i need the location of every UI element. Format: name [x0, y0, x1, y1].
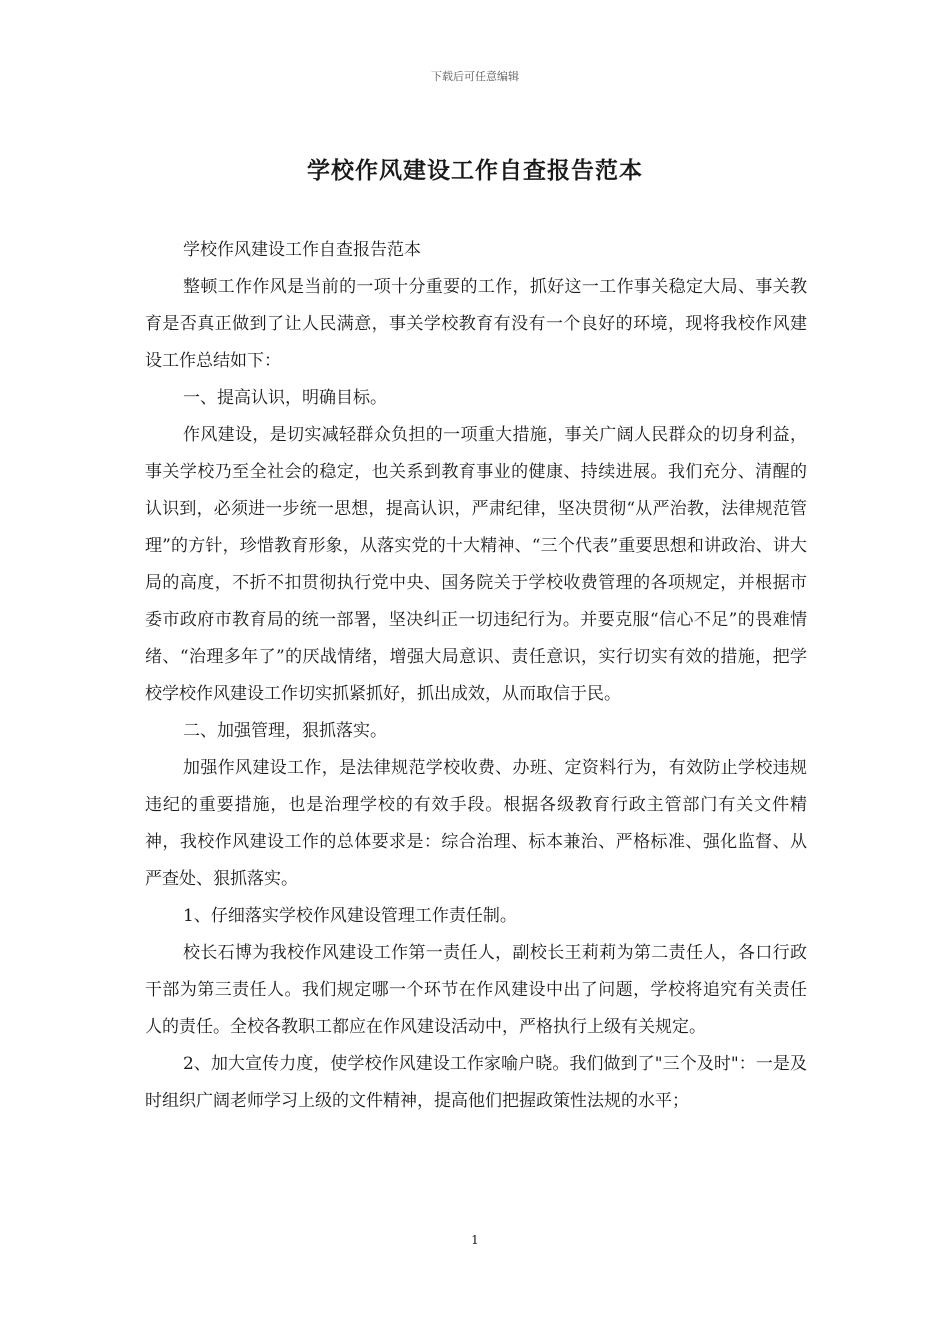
body-paragraph: 2、加大宣传力度，使学校作风建设工作家喻户晓。我们做到了"三个及时"：一是及时组织广阔老师学习上级的文件精神，提高他们把握政策性法规的水平；: [145, 1054, 807, 1111]
body-paragraph: 作风建设，是切实减轻群众负担的一项重大措施，事关广阔人民群众的切身利益，事关学校乃至全社会的稳定，也关系到教育事业的健康、持续进展。我们充分、清醒的认识到，必须进一步统一思想，提高认识，严肃纪律，坚决贯彻“从严治教，法律规范管理”的方针，珍惜教育形象，从落实党的十大精神、“三个代表”重要思想和讲政治、讲大局的高度，不折不扣贯彻执行党中央、国务院关于学校收费管理的各项规定，并根据市委市政府市教育局的统一部署，坚决纠正一切违纪行为。并要克服“信心不足”的畏难情绪、“治理多年了”的厌战情绪，增强大局意识、责任意识，实行切实有效的措施，把学校学校作风建设工作切实抓紧抓好，抓出成效，从而取信于民。: [145, 425, 807, 704]
body-paragraph: 学校作风建设工作自查报告范本: [183, 240, 421, 260]
page-number: 1: [471, 1233, 479, 1247]
document-body: [145, 232, 807, 1120]
section-heading: 二、加强管理，狠抓落实。: [183, 721, 387, 741]
section-heading: 一、提高认识，明确目标。: [183, 388, 387, 408]
header-note: 下载后可任意编辑: [431, 70, 519, 83]
subsection-heading: 1、仔细落实学校作风建设管理工作责任制。: [183, 906, 517, 926]
body-paragraph: 加强作风建设工作，是法律规范学校收费、办班、定资料行为，有效防止学校违规违纪的重要措施，也是治理学校的有效手段。根据各级教育行政主管部门有关文件精神，我校作风建设工作的总体要求是：综合治理、标本兼治、严格标准、强化监督、从严查处、狠抓落实。: [145, 758, 807, 889]
body-paragraph: 校长石博为我校作风建设工作第一责任人，副校长王莉莉为第二责任人，各口行政干部为第三责任人。我们规定哪一个环节在作风建设中出了问题，学校将追究有关责任人的责任。全校各教职工都应在作风建设活动中，严格执行上级有关规定。: [145, 943, 807, 1037]
document-title: 学校作风建设工作自查报告范本: [307, 157, 643, 184]
body-paragraph: 整顿工作作风是当前的一项十分重要的工作，抓好这一工作事关稳定大局、事关教育是否真正做到了让人民满意，事关学校教育有没有一个良好的环境，现将我校作风建设工作总结如下：: [145, 277, 807, 371]
